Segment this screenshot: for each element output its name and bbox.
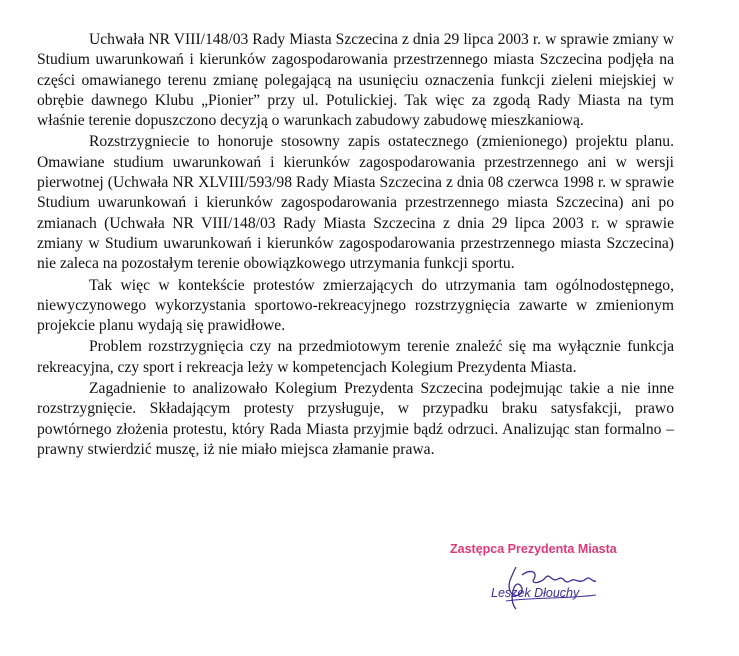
paragraph-5: Zagadnienie to analizowało Kolegium Prezydenta Szczecina podejmując takie a nie inne rozstrzygnięcie. Składającym protesty przysługuje, w przypadku braku satysfakcji, prawo powtórnego złożenia protestu, który Rada Miasta przyjmie bądź odrzuci. Analizując stan formalno – prawny stwierdzić muszę, iż nie miało miejsca złamanie prawa. (37, 380, 674, 458)
paragraph-4: Problem rozstrzygnięcia czy na przedmiotowym terenie znaleźć się ma wyłącznie funkcja rekreacyjna, czy sport i rekreacja leży w kompetencjach Kolegium Prezydenta Miasta. (37, 338, 674, 376)
signature-title-stamp: Zastępca Prezydenta Miasta (450, 542, 617, 556)
paragraph-1: Uchwała NR VIII/148/03 Rady Miasta Szczecina z dnia 29 lipca 2003 r. w sprawie zmiany w Studium uwarunkowań i kierunków zagospodarowania przestrzennego miasta Szczecina podjęła na części omawianego terenu zmianę polegającą na usunięciu oznaczenia funkcji zieleni miejskiej w obrębie dawnego Klubu „Pionier” przy ul. Potulickiej. Tak więc za zgodą Rady Miasta na tym właśnie terenie dopuszczono decyzją o warunkach zabudowy zabudowę mieszkaniową. (37, 31, 674, 130)
signature-name-stamp: Leszek Dłouchy (491, 586, 580, 600)
paragraph-3: Tak więc w kontekście protestów zmierzających do utrzymania tam ogólnodostępnego, niewyczynowego wykorzystania sportowo-rekreacyjnego rozstrzygnięcia zawarte w zmienionym projekcie planu wydają się prawidłowe. (37, 276, 674, 335)
paragraph-2: Rozstrzygniecie to honoruje stosowny zapis ostatecznego (zmienionego) projektu planu. Omawiane studium uwarunkowań i kierunków zagospodarowania przestrzennego ani w wersji pierwotnej (Uchwała NR XLVIII/593/98 Rady Miasta Szczecina z dnia 08 czerwca 1998 r. w sprawie Studium uwarunkowań i kierunków zagospodarowania przestrzennego miasta Szczecina) ani po zmianach (Uchwała NR VIII/148/03 Rady Miasta Szczecina z dnia 29 lipca 2003 r. w sprawie zmiany w Studium uwarunkowań i kierunków zagospodarowania przestrzennego miasta Szczecina) nie zaleca na pozostałym terenie obowiązkowego utrzymania funkcji sportu. (37, 133, 674, 273)
signature-block (446, 539, 686, 634)
document-body (37, 30, 674, 460)
